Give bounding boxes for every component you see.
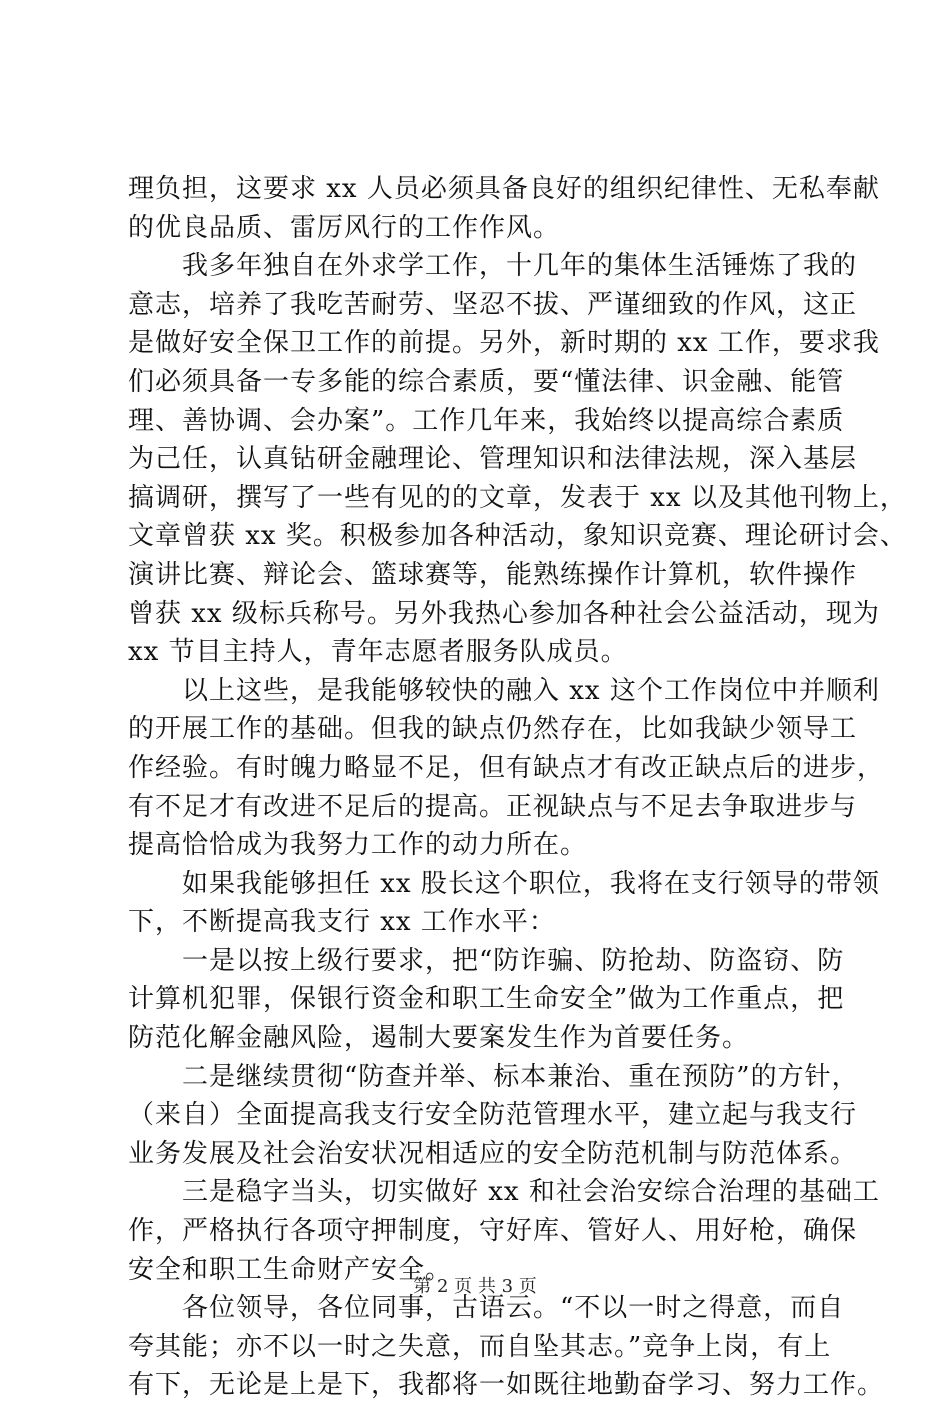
- text-line: 业务发展及社会治安状况相适应的安全防范机制与防范体系。: [128, 1138, 858, 1169]
- text-line: 安全和职工生命财产安全。: [128, 1254, 453, 1285]
- text-line: 二是继续贯彻“防查并举、标本兼治、重在预防”的方针，: [128, 1061, 859, 1092]
- text-line: 的优良品质、雷厉风行的工作作风。: [128, 212, 561, 243]
- text-line: 下，不断提高我支行 xx 工作水平：: [128, 907, 556, 938]
- text-line: 们必须具备一专多能的综合素质，要“懂法律、识金融、能管: [128, 366, 845, 397]
- text-line: 我多年独自在外求学工作，十几年的集体生活锤炼了我的: [128, 251, 858, 282]
- text-line: 提高恰恰成为我努力工作的动力所在。: [128, 830, 588, 861]
- page-number-footer: 第 2 页 共 3 页: [413, 1276, 537, 1297]
- text-line: （来自）全面提高我支行安全防范管理水平，建立起与我支行: [128, 1100, 858, 1131]
- text-line: 是做好安全保卫工作的前提。另外，新时期的 xx 工作，要求我: [128, 328, 880, 359]
- text-line: 如果我能够担任 xx 股长这个职位，我将在支行领导的带领: [128, 868, 880, 899]
- text-line: 的开展工作的基础。但我的缺点仍然存在，比如我缺少领导工: [128, 714, 858, 745]
- text-line: 防范化解金融风险，遏制大要案发生作为首要任务。: [128, 1023, 750, 1054]
- text-line: 意志，培养了我吃苦耐劳、坚忍不拔、严谨细致的作风，这正: [128, 289, 858, 320]
- text-line: xx 节目主持人，青年志愿者服务队成员。: [128, 637, 628, 668]
- text-line: 演讲比赛、辩论会、篮球赛等，能熟练操作计算机，软件操作: [128, 559, 858, 590]
- text-line: 计算机犯罪，保银行资金和职工生命安全”做为工作重点，把: [128, 984, 845, 1015]
- text-line: 理、善协调、会办案”。工作几年来，我始终以提高综合素质: [128, 405, 845, 436]
- text-line: 文章曾获 xx 奖。积极参加各种活动，象知识竞赛、理论研讨会、: [128, 521, 907, 552]
- text-line: 作经验。有时魄力略显不足，但有缺点才有改正缺点后的进步，: [128, 752, 885, 783]
- text-line: 为己任，认真钻研金融理论、管理知识和法律法规，深入基层: [128, 444, 858, 475]
- text-line: 夸其能；亦不以一时之失意，而自坠其志。”竞争上岗，有上: [128, 1331, 832, 1362]
- text-line: 各位领导，各位同事，古语云。“不以一时之得意，而自: [128, 1293, 845, 1324]
- text-line: 一是以按上级行要求，把“防诈骗、防抢劫、防盗窃、防: [128, 945, 845, 976]
- text-line: 作，严格执行各项守押制度，守好库、管好人、用好枪，确保: [128, 1216, 858, 1247]
- text-line: 三是稳字当头，切实做好 xx 和社会治安综合治理的基础工: [128, 1177, 880, 1208]
- text-line: 搞调研，撰写了一些有见的的文章，发表于 xx 以及其他刊物上，: [128, 482, 907, 513]
- text-line: 以上这些，是我能够较快的融入 xx 这个工作岗位中并顺利: [128, 675, 880, 706]
- document-body: [128, 170, 907, 1405]
- text-line: 理负担，这要求 xx 人员必须具备良好的组织纪律性、无私奉献: [128, 174, 880, 204]
- text-line: 有下，无论是上是下，我都将一如既往地勤奋学习、努力工作。: [128, 1370, 885, 1401]
- text-line: 有不足才有改进不足后的提高。正视缺点与不足去争取进步与: [128, 791, 858, 822]
- text-line: 曾获 xx 级标兵称号。另外我热心参加各种社会公益活动，现为: [128, 598, 880, 629]
